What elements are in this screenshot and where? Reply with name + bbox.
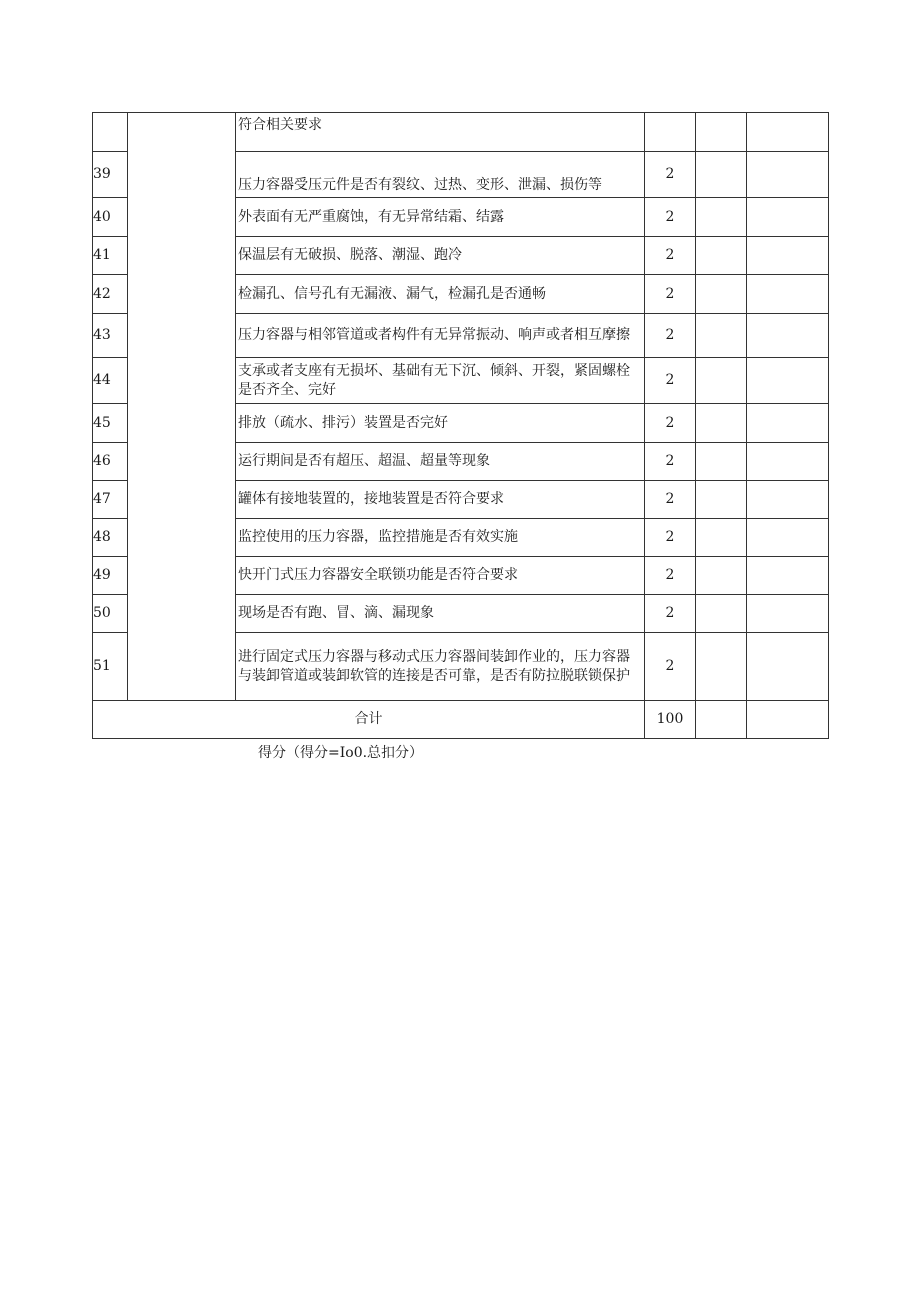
total-label-cell: 合计 xyxy=(93,701,645,739)
item-number-cell: 47 xyxy=(93,481,128,519)
deduction-cell xyxy=(696,198,747,237)
item-description-cell: 支承或者支座有无损坏、基础有无下沉、倾斜、开裂，紧固螺栓是否齐全、完好 xyxy=(236,358,645,404)
remarks-cell xyxy=(747,404,829,443)
table-row-total xyxy=(93,701,829,739)
item-number-cell: 50 xyxy=(93,595,128,633)
remarks-cell xyxy=(747,314,829,358)
item-description-cell: 压力容器与相邻管道或者构件有无异常振动、响声或者相互摩擦 xyxy=(236,314,645,358)
remarks-cell xyxy=(747,443,829,481)
item-number-cell: 51 xyxy=(93,633,128,701)
item-description-cell: 压力容器受压元件是否有裂纹、过热、变形、泄漏、损伤等 xyxy=(236,152,645,198)
total-score-cell: 100 xyxy=(645,701,696,739)
standard-score-cell: 2 xyxy=(645,314,696,358)
deduction-cell xyxy=(696,152,747,198)
standard-score-cell: 2 xyxy=(645,443,696,481)
item-description-cell: 监控使用的压力容器，监控措施是否有效实施 xyxy=(236,519,645,557)
item-number-cell xyxy=(93,113,128,152)
item-description-cell: 运行期间是否有超压、超温、超量等现象 xyxy=(236,443,645,481)
remarks-cell xyxy=(747,595,829,633)
deduction-cell xyxy=(696,633,747,701)
remarks-cell xyxy=(747,237,829,275)
item-number-cell: 48 xyxy=(93,519,128,557)
remarks-cell xyxy=(747,198,829,237)
deduction-cell xyxy=(696,237,747,275)
score-formula-note: 得分（得分=Io0.总扣分） xyxy=(258,745,424,761)
remarks-cell xyxy=(747,152,829,198)
item-number-cell: 40 xyxy=(93,198,128,237)
item-number-cell: 46 xyxy=(93,443,128,481)
standard-score-cell xyxy=(645,113,696,152)
item-description-cell: 罐体有接地装置的，接地装置是否符合要求 xyxy=(236,481,645,519)
remarks-cell xyxy=(747,519,829,557)
deduction-cell xyxy=(696,481,747,519)
deduction-cell xyxy=(696,557,747,595)
item-description-cell: 符合相关要求 xyxy=(236,113,645,152)
item-number-cell: 44 xyxy=(93,358,128,404)
deduction-cell xyxy=(696,404,747,443)
deduction-cell xyxy=(696,443,747,481)
deduction-cell xyxy=(696,519,747,557)
standard-score-cell: 2 xyxy=(645,595,696,633)
item-number-cell: 45 xyxy=(93,404,128,443)
deduction-cell xyxy=(696,275,747,314)
item-number-cell: 49 xyxy=(93,557,128,595)
item-number-cell: 43 xyxy=(93,314,128,358)
remarks-cell xyxy=(747,557,829,595)
standard-score-cell: 2 xyxy=(645,198,696,237)
standard-score-cell: 2 xyxy=(645,237,696,275)
standard-score-cell: 2 xyxy=(645,633,696,701)
deduction-cell xyxy=(696,113,747,152)
item-number-cell: 41 xyxy=(93,237,128,275)
item-description-cell: 检漏孔、信号孔有无漏液、漏气，检漏孔是否通畅 xyxy=(236,275,645,314)
checklist-table xyxy=(92,112,829,739)
item-description-cell: 快开门式压力容器安全联锁功能是否符合要求 xyxy=(236,557,645,595)
item-number-cell: 39 xyxy=(93,152,128,198)
standard-score-cell: 2 xyxy=(645,275,696,314)
total-deduction-cell xyxy=(696,701,747,739)
remarks-cell xyxy=(747,358,829,404)
item-description-cell: 外表面有无严重腐蚀，有无异常结霜、结露 xyxy=(236,198,645,237)
standard-score-cell: 2 xyxy=(645,152,696,198)
standard-score-cell: 2 xyxy=(645,358,696,404)
item-description-cell: 进行固定式压力容器与移动式压力容器间装卸作业的，压力容器与装卸管道或装卸软管的连接是否可靠，是否有防拉脱联锁保护 xyxy=(236,633,645,701)
table-row-continuation xyxy=(93,113,829,152)
item-description-cell: 现场是否有跑、冒、滴、漏现象 xyxy=(236,595,645,633)
total-remarks-cell xyxy=(747,701,829,739)
remarks-cell xyxy=(747,275,829,314)
standard-score-cell: 2 xyxy=(645,519,696,557)
deduction-cell xyxy=(696,358,747,404)
standard-score-cell: 2 xyxy=(645,481,696,519)
standard-score-cell: 2 xyxy=(645,404,696,443)
remarks-cell xyxy=(747,633,829,701)
standard-score-cell: 2 xyxy=(645,557,696,595)
inspection-checklist-sheet xyxy=(92,112,828,739)
deduction-cell xyxy=(696,595,747,633)
item-number-cell: 42 xyxy=(93,275,128,314)
remarks-cell xyxy=(747,481,829,519)
deduction-cell xyxy=(696,314,747,358)
remarks-cell xyxy=(747,113,829,152)
category-cell xyxy=(128,113,236,701)
item-description-cell: 排放（疏水、排污）装置是否完好 xyxy=(236,404,645,443)
item-description-cell: 保温层有无破损、脱落、潮湿、跑冷 xyxy=(236,237,645,275)
